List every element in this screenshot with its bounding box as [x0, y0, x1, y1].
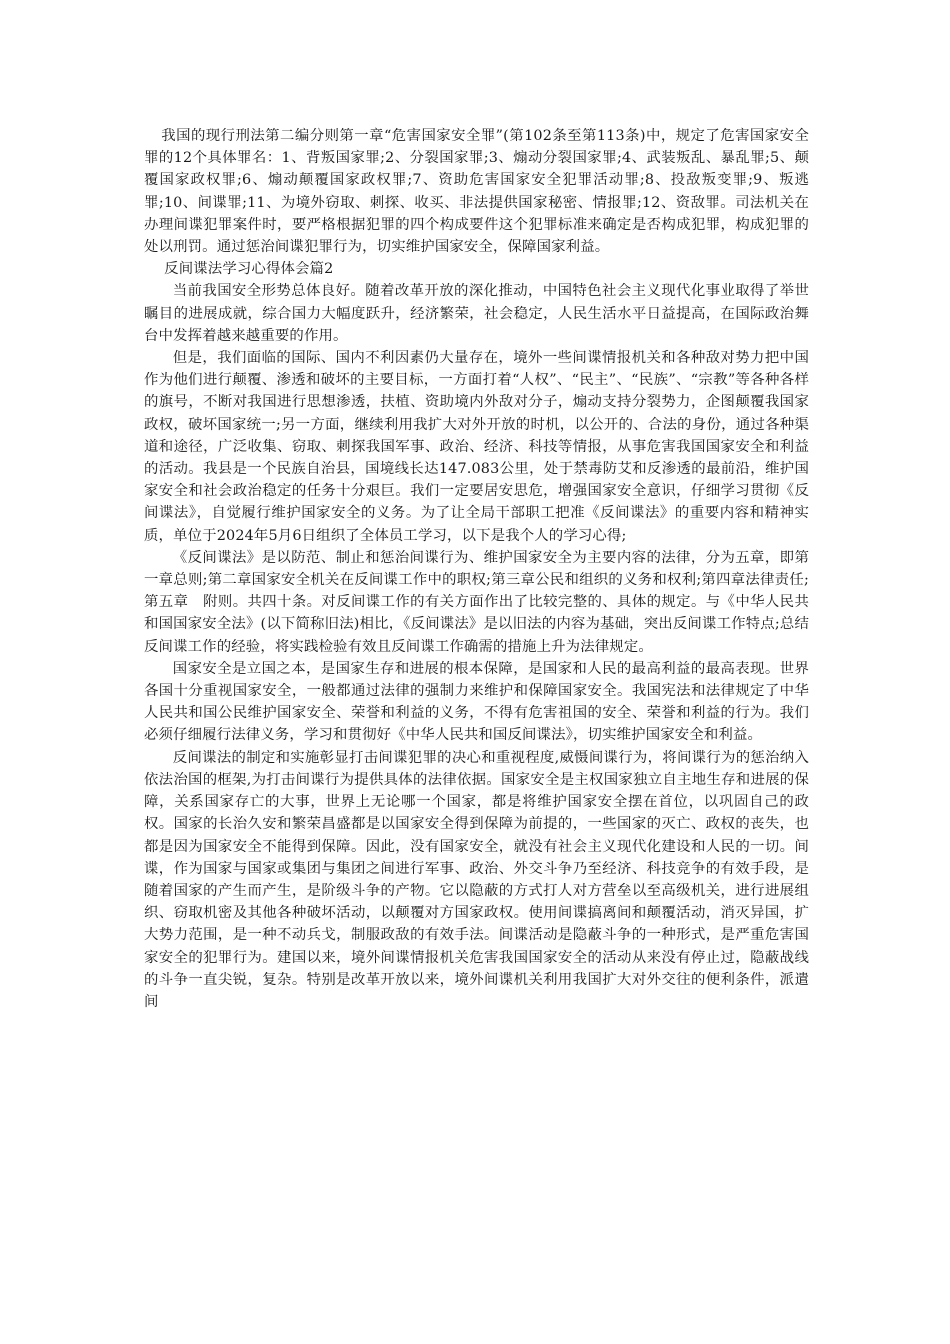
- paragraph-national-security: 国家安全是立国之本，是国家生存和进展的根本保障，是国家和人民的最高利益的最高表现。世界各国十分重视国家安全，一般都通过法律的强制力来维护和保障国家安全。我国宪法和法律规定了中华人民共和国公民维护国家安全、荣誉和利益的义务，不得有危害祖国的安全、荣誉和利益的行为。我们必须仔细履行法律义务，学习和贯彻好《中华人民共和国反间谍法》，切实维护国家安全和利益。: [144, 660, 809, 744]
- paragraph-threats: 但是，我们面临的国际、国内不利因素仍大量存在，境外一些间谍情报机关和各种敌对势力把中国作为他们进行颠覆、渗透和破坏的主要目标，一方面打着“人权”、“民主”、“民族”、“宗教”等各种各样的旗号，不断对我国进行思想渗透，扶植、资助境内外敌对分子，煽动支持分裂势力，企图颠覆我国家政权，破坏国家统一;另一方面，继续利用我扩大对外开放的时机，以公开的、合法的身份，通过各种渠道和途径，广泛收集、窃取、刺探我国军事、政治、经济、科技等情报，从事危害我国国家安全和利益的活动。我县是一个民族自治县，国境线长达147.083公里，处于禁毒防艾和反渗透的最前沿，维护国家安全和社会政治稳定的任务十分艰巨。我们一定要居安思危，增强国家安全意识，仔细学习贯彻《反间谍法》，自觉履行维护国家安全的义务。为了让全局干部职工把准《反间谍法》的重要内容和精神实质，单位于2024年5月6日组织了全体员工学习，以下是我个人的学习心得;: [144, 350, 809, 544]
- paragraph-espionage: 反间谍法的制定和实施彰显打击间谍犯罪的决心和重视程度,威慑间谍行为，将间谍行为的惩治纳入依法治国的框架,为打击间谍行为提供具体的法律依据。国家安全是主权国家独立自主地生存和进展的保障，关系国家存亡的大事，世界上无论哪一个国家，都是将维护国家安全摆在首位，以巩固自己的政权。国家的长治久安和繁荣昌盛都是以国家安全得到保障为前提的，一些国家的灭亡、政权的丧失，也都是因为国家安全不能得到保障。因此，没有国家安全，就没有社会主义现代化建设和人民的一切。间谍，作为国家与国家或集团与集团之间进行军事、政治、外交斗争乃至经济、科技竞争的有效手段，是随着国家的产生而产生，是阶级斗争的产物。它以隐蔽的方式打人对方营垒以至高级机关，进行进展组织、窃取机密及其他各种破坏活动，以颠覆对方国家政权。使用间谍搞离间和颠覆活动，消灭异国，扩大势力范围，是一种不动兵戈，制服政敌的有效手法。间谍活动是隐蔽斗争的一种形式，是严重危害国家安全的犯罪行为。建国以来，境外间谍情报机关危害我国国家安全的活动从来没有停止过，隐蔽战线的斗争一直尖锐，复杂。特别是改革开放以来，境外间谍机关利用我国扩大对外交往的便利条件，派遣间: [144, 749, 809, 1010]
- document-body: [144, 125, 809, 1013]
- paragraph-law-structure: 《反间谍法》是以防范、制止和惩治间谍行为、维护国家安全为主要内容的法律，分为五章，即第一章总则;第二章国家安全机关在反间谍工作中的职权;第三章公民和组织的义务和权利;第四章法律责任;第五章 附则。共四十条。对反间谍工作的有关方面作出了比较完整的、具体的规定。与《中华人民共和国国家安全法》(以下简称旧法)相比，《反间谍法》是以旧法的内容为基础，突出反间谍工作特点;总结反间谍工作的经验，将实践检验有效且反间谍工作确需的措施上升为法律规定。: [144, 549, 809, 655]
- paragraph-criminal-law: 我国的现行刑法第二编分则第一章“危害国家安全罪”(第102条至第113条)中，规定了危害国家安全罪的12个具体罪名：1、背叛国家罪;2、分裂国家罪;3、煽动分裂国家罪;4、武装叛乱、暴乱罪;5、颠覆国家政权罪;6、煽动颠覆国家政权罪;7、资助危害国家安全犯罪活动罪;8、投敌叛变罪;9、叛逃罪;10、间谍罪;11、为境外窃取、刺探、收买、非法提供国家秘密、情报罪;12、资敌罪。司法机关在办理间谍犯罪案件时，要严格根据犯罪的四个构成要件这个犯罪标准来确定是否构成犯罪，构成犯罪的处以刑罚。通过惩治间谍犯罪行为，切实维护国家安全，保障国家利益。: [144, 128, 809, 256]
- paragraph-security-situation: 当前我国安全形势总体良好。随着改革开放的深化推动，中国特色社会主义现代化事业取得了举世瞩目的进展成就，综合国力大幅度跃升，经济繁荣，社会稳定，人民生活水平日益提高，在国际政治舞台中发挥着越来越重要的作用。: [144, 283, 809, 344]
- section-heading: 反间谍法学习心得体会篇2: [164, 261, 334, 278]
